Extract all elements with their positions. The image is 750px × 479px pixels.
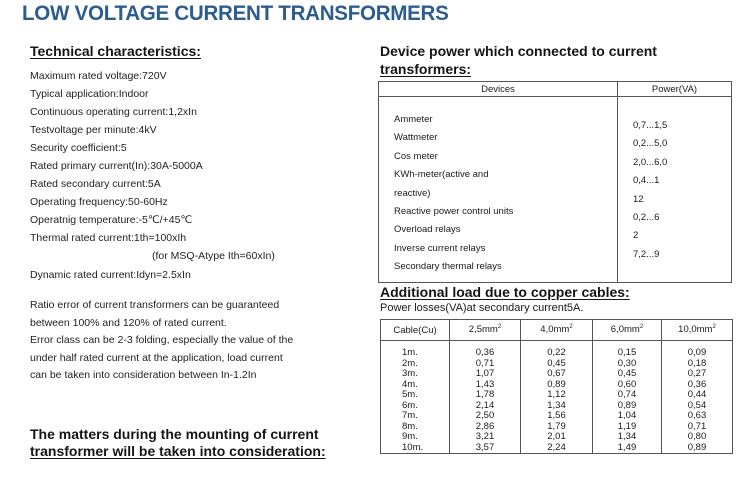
device-name: Cos meter [394, 150, 438, 162]
cable-length: 5m. [381, 390, 450, 401]
power-loss-value: 0,45 [593, 369, 662, 380]
cable-size-header: $4,0mm^2$ [521, 320, 593, 341]
device-name: Wattmeter [394, 132, 438, 144]
power-loss-value: 2,14 [450, 401, 521, 412]
power-loss-value: 1,12 [521, 390, 593, 401]
power-loss-value: 0,71 [687, 420, 707, 432]
ratio-note-line: Error class can be 2-3 folding, especially the value of the [30, 334, 294, 347]
technical-list [30, 67, 275, 284]
device-name: Inverse current relays [394, 242, 486, 254]
cable-size-header: $10,0mm^2$ [662, 320, 733, 341]
power-loss-value: 0,54 [687, 399, 707, 411]
cables-table [380, 319, 733, 454]
power-loss-value: 0,18 [687, 357, 707, 369]
cable-length: 10m. [381, 443, 450, 454]
cable-length: 1m. [381, 341, 450, 359]
spec-thermal-current-note: (for MSQ-Atype Ith=60xIn) [152, 250, 275, 263]
power-loss-value: 0,89 [687, 441, 707, 453]
device-power-value: 0,4...1 [633, 175, 660, 187]
spec-thermal-current: Thermal rated current:1th=100xIh [30, 232, 187, 245]
device-power-value: 2 [633, 230, 639, 242]
device-power-value: 7,2...9 [633, 248, 660, 260]
power-loss-value: 0,89 [521, 380, 593, 391]
power-loss-value: 1,56 [521, 411, 593, 422]
ratio-note-line: Ratio error of current transformers can be guaranteed [30, 299, 280, 311]
power-loss-value: 0,27 [687, 368, 707, 379]
power-column-header: Power(VA) [618, 82, 732, 97]
power-loss-value: 0,74 [593, 390, 662, 401]
mounting-heading-line2: transformer will be taken into consideration: [30, 443, 326, 459]
cable-length: 6m. [381, 401, 450, 412]
ratio-note-line: can be taken into consideration between In-1.2In [30, 369, 257, 382]
power-loss-value: 0,22 [521, 341, 593, 359]
power-loss-value: 0,15 [593, 341, 662, 359]
power-loss-value: 0,36 [450, 341, 521, 359]
device-power-value: 2,0...6,0 [633, 156, 668, 168]
table-row [381, 369, 733, 380]
device-names-cell [379, 97, 618, 283]
cable-length: 4m. [381, 380, 450, 391]
cable-length: 2m. [381, 359, 450, 370]
table-row [381, 411, 733, 422]
cable-length: 3m. [381, 369, 450, 380]
devices-power-table [378, 81, 732, 283]
device-power-cell [618, 97, 732, 283]
cables-heading: Additional load due to copper cables: [380, 284, 630, 300]
spec-continuous-current: Continuous operating current:1,2xIn [30, 106, 197, 119]
cable-size-header: $6,0mm^2$ [593, 320, 662, 341]
power-losses-note: Power losses(VA)at secondary current5A. [380, 302, 584, 314]
cable-length: 8m. [381, 422, 450, 433]
cable-size-header: $2,5mm^2$ [450, 320, 521, 341]
power-loss-value: 1,49 [593, 443, 662, 454]
cables-table-body [381, 341, 733, 454]
devices-heading-line2: transformers: [380, 61, 472, 77]
cable-length: 7m. [381, 411, 450, 422]
spec-dynamic-current: Dynamic rated current:Idyn=2.5xIn [30, 268, 191, 281]
power-loss-value: 2,86 [450, 422, 521, 433]
power-loss-value: 1,34 [521, 401, 593, 412]
ratio-error-note [30, 297, 293, 385]
spec-test-voltage: Testvoltage per minute:4kV [30, 124, 157, 137]
power-loss-value: 0,30 [593, 359, 662, 370]
power-loss-value: 2,01 [521, 432, 593, 443]
device-name: Overload relays [394, 224, 461, 236]
spec-application: Typical application:Indoor [30, 88, 149, 101]
power-loss-value: 2,50 [450, 411, 521, 422]
power-loss-value: 0,60 [593, 380, 662, 391]
spec-frequency: Operating frequency:50-60Hz [30, 196, 168, 209]
power-loss-value: 0,63 [687, 410, 707, 421]
table-row [381, 390, 733, 401]
devices-heading-line1: Device power which connected to current [380, 43, 657, 59]
cable-column-header: Cable(Cu) [381, 320, 450, 341]
power-loss-value: 1,34 [593, 432, 662, 443]
device-power-value: 12 [633, 193, 644, 205]
device-name: Secondary thermal relays [394, 261, 502, 273]
power-loss-value: 3,21 [450, 432, 521, 443]
cable-length: 9m. [381, 432, 450, 443]
spec-security-coefficient: Security coefficient:5 [30, 142, 127, 155]
device-name: reactive) [394, 187, 431, 199]
power-loss-value: 0,45 [521, 359, 593, 370]
power-loss-value: 1,43 [450, 380, 521, 391]
power-loss-value: 1,78 [450, 390, 521, 401]
page-title: LOW VOLTAGE CURRENT TRANSFORMERS [22, 2, 449, 25]
devices-column-header: Devices [379, 82, 618, 97]
device-power-value: 0,7...1,5 [633, 120, 668, 131]
spec-temperature: Operatnig temperature:-5℃/+45℃ [30, 214, 193, 227]
power-loss-value: 0,44 [687, 389, 707, 400]
table-row [381, 341, 733, 359]
power-loss-value: 0,71 [450, 359, 521, 370]
device-name: Reactive power control units [394, 205, 514, 217]
power-loss-value: 1,04 [593, 411, 662, 422]
power-loss-value: 0,67 [521, 369, 593, 380]
power-loss-value: 0,09 [687, 347, 707, 358]
power-loss-value: 0,80 [687, 431, 707, 442]
table-row [381, 443, 733, 454]
ratio-note-line: between 100% and 120% of rated current. [30, 316, 227, 329]
ratio-note-line: under half rated current at the application, load current [30, 351, 283, 364]
mounting-heading-line1: The matters during the mounting of current [30, 426, 319, 442]
power-loss-value: 1,79 [521, 422, 593, 433]
power-loss-value: 0,89 [593, 401, 662, 412]
device-name: Ammeter [394, 114, 433, 125]
power-loss-value: 1,07 [450, 369, 521, 380]
power-loss-value: 1,19 [593, 422, 662, 433]
device-name: KWh-meter(active and [394, 169, 489, 181]
device-power-value: 0,2...6 [633, 211, 660, 223]
device-power-value: 0,2...5,0 [633, 138, 668, 150]
spec-max-voltage: Maximum rated voltage:720V [30, 70, 167, 82]
technical-heading: Technical characteristics: [30, 43, 201, 59]
spec-secondary-current: Rated secondary current:5A [30, 178, 161, 191]
power-loss-value: 3,57 [450, 443, 521, 454]
power-loss-value: 2,24 [521, 443, 593, 454]
table-row [381, 432, 733, 443]
spec-primary-current: Rated primary current(In):30A-5000A [30, 160, 203, 173]
power-loss-value: 0,36 [687, 378, 707, 390]
